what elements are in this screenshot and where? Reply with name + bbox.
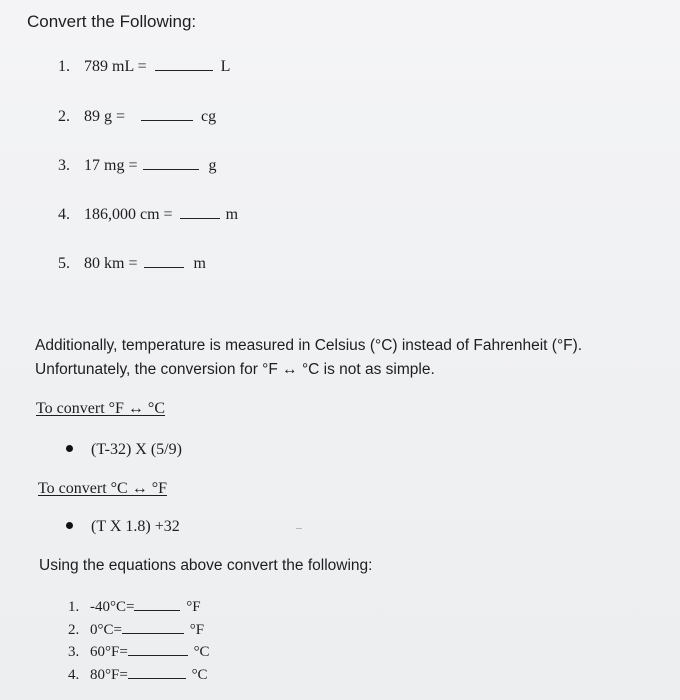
- item-unit: L: [220, 58, 231, 75]
- temp-item-2: [68, 619, 204, 639]
- item-unit: °F: [186, 599, 201, 615]
- item-number: 1.: [68, 599, 80, 615]
- item-expression: 0°C=: [90, 622, 122, 638]
- conversion-item-5: [58, 253, 206, 273]
- answer-blank[interactable]: [128, 641, 188, 656]
- page-heading: Convert the Following:: [27, 12, 197, 31]
- item-unit: m: [193, 255, 206, 272]
- item-number: 5.: [58, 255, 70, 272]
- paragraph-line-2: Unfortunately, the conversion for °F ↔ °C is not as simple.: [35, 361, 435, 378]
- temp-item-1: [68, 596, 201, 616]
- item-unit: °F: [189, 622, 205, 638]
- answer-blank[interactable]: [122, 619, 184, 634]
- item-expression: 80°F=: [90, 667, 128, 683]
- temp-item-4: [68, 664, 208, 684]
- answer-blank[interactable]: [134, 596, 180, 611]
- conversion-item-1: [58, 56, 230, 76]
- item-unit: m: [225, 206, 239, 223]
- item-number: 3.: [68, 644, 80, 660]
- answer-blank[interactable]: [180, 204, 220, 219]
- item-unit: °C: [193, 644, 210, 660]
- f-to-c-formula: (T-32) X (5/9): [91, 441, 182, 458]
- item-number: 4.: [68, 667, 80, 683]
- answer-blank[interactable]: [141, 106, 193, 121]
- item-expression: 789 mL =: [84, 58, 147, 75]
- c-to-f-formula-item: [66, 518, 180, 536]
- item-number: 1.: [58, 58, 70, 75]
- answer-blank[interactable]: [144, 253, 184, 268]
- item-expression: 17 mg =: [84, 157, 138, 174]
- item-expression: 89 g =: [84, 108, 126, 125]
- bullet-icon: [66, 445, 73, 452]
- item-expression: -40°C=: [90, 599, 135, 615]
- conversion-item-3: [58, 155, 216, 175]
- stray-mark: [296, 528, 302, 529]
- item-number: 2.: [68, 622, 80, 638]
- f-to-c-formula-item: [66, 441, 182, 459]
- item-number: 4.: [58, 206, 70, 223]
- item-expression: 60°F=: [90, 644, 128, 660]
- paragraph-line-1: Additionally, temperature is measured in Celsius (°C) instead of Fahrenheit (°F).: [35, 337, 583, 354]
- item-unit: g: [208, 157, 217, 174]
- item-number: 2.: [58, 108, 70, 125]
- temperature-paragraph: [35, 334, 582, 382]
- instruction-text: Using the equations above convert the following:: [39, 557, 373, 574]
- answer-blank[interactable]: [128, 664, 186, 679]
- item-unit: °C: [191, 667, 208, 683]
- bullet-icon: [66, 522, 73, 529]
- item-number: 3.: [58, 157, 70, 174]
- temp-item-3: [68, 641, 210, 661]
- answer-blank[interactable]: [155, 56, 213, 71]
- item-expression: 80 km =: [84, 255, 138, 272]
- c-to-f-formula: (T X 1.8) +32: [91, 518, 180, 535]
- conversion-item-2: [58, 106, 216, 126]
- conversion-item-4: [58, 204, 238, 224]
- answer-blank[interactable]: [143, 155, 199, 170]
- f-to-c-title: To convert °F ↔ °C: [36, 400, 165, 417]
- c-to-f-title: To convert °C ↔ °F: [38, 480, 167, 497]
- item-unit: cg: [201, 108, 217, 125]
- item-expression: 186,000 cm =: [84, 206, 173, 223]
